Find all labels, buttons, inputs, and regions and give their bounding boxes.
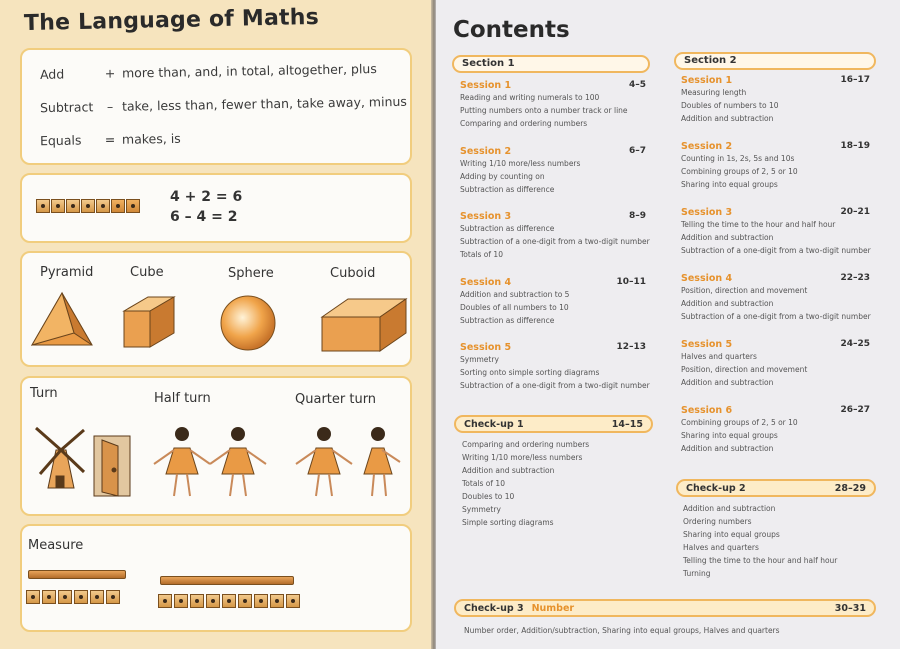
session-title: Session 6 bbox=[681, 405, 733, 416]
session-pages: 26–27 bbox=[840, 405, 870, 415]
measure-label: Measure bbox=[28, 538, 84, 553]
session-topic: Doubles of all numbers to 10 bbox=[460, 302, 569, 312]
session-title: Session 1 bbox=[681, 75, 733, 86]
session-title: Session 5 bbox=[681, 339, 733, 350]
session-topic: Subtraction of a one-digit from a two-digit number bbox=[681, 312, 871, 321]
vocab-row-subtract bbox=[40, 94, 407, 115]
shapes-illustration bbox=[22, 253, 410, 369]
checkup-1-header bbox=[454, 415, 653, 433]
checkup-badge: Number bbox=[531, 603, 575, 614]
session-title: Session 5 bbox=[460, 342, 512, 353]
session-topic: Subtraction as difference bbox=[460, 184, 555, 194]
checkup-2-header bbox=[676, 479, 876, 497]
session-topic: Addition and subtraction bbox=[681, 114, 774, 123]
checkup-topic: Telling the time to the hour and half hour bbox=[683, 556, 838, 565]
session-topic: Sorting onto simple sorting diagrams bbox=[460, 368, 600, 377]
cube-train-illustration bbox=[36, 197, 156, 217]
session-pages: 10–11 bbox=[616, 276, 646, 287]
checkup-topic: Ordering numbers bbox=[683, 517, 752, 526]
session-topic: Reading and writing numerals to 100 bbox=[460, 93, 600, 102]
checkup-topic: Sharing into equal groups bbox=[683, 530, 780, 539]
measure-panel bbox=[20, 524, 412, 632]
checkup-3-description: Number order, Addition/subtraction, Sharing into equal groups, Halves and quarters bbox=[464, 626, 780, 635]
contents-title: Contents bbox=[453, 17, 570, 43]
shape-label-cube: Cube bbox=[130, 265, 164, 280]
session-topic: Halves and quarters bbox=[681, 352, 757, 361]
checkup-topic: Doubles to 10 bbox=[462, 492, 515, 501]
session-topic: Subtraction of a one-digit from a two-digit number bbox=[681, 246, 871, 255]
session-topic: Combining groups of 2, 5 or 10 bbox=[681, 418, 798, 427]
session-topic: Sharing into equal groups bbox=[681, 180, 778, 189]
session-pages: 22–23 bbox=[840, 273, 870, 283]
checkup-topic: Totals of 10 bbox=[462, 479, 505, 488]
page-title: The Language of Maths bbox=[23, 4, 320, 37]
session-pages: 6–7 bbox=[628, 145, 646, 156]
equation-add: 4 + 2 = 6 bbox=[170, 189, 243, 205]
session-topic: Addition and subtraction bbox=[681, 233, 774, 242]
checkup-topic: Writing 1/10 more/less numbers bbox=[462, 453, 583, 462]
session-topic: Doubles of numbers to 10 bbox=[681, 101, 779, 110]
cube-icon bbox=[124, 297, 174, 347]
session-topic: Adding by counting on bbox=[460, 171, 545, 181]
section-1-header: Section 1 bbox=[452, 55, 650, 73]
session-title: Session 4 bbox=[681, 273, 733, 284]
checkup-pages: 30–31 bbox=[834, 603, 866, 614]
cuboid-icon bbox=[322, 299, 406, 351]
session-topic: Measuring length bbox=[681, 88, 747, 97]
session-topic: Comparing and ordering numbers bbox=[460, 119, 588, 128]
session-title: Session 3 bbox=[460, 211, 512, 222]
turn-label: Turn bbox=[30, 386, 58, 401]
section-2-header: Section 2 bbox=[674, 52, 876, 70]
session-title: Session 1 bbox=[460, 80, 512, 91]
vocab-words: more than, and, in total, altogether, plus bbox=[121, 61, 377, 81]
session-title: Session 2 bbox=[460, 145, 512, 157]
equations-panel bbox=[20, 173, 412, 243]
vocab-row-add bbox=[40, 61, 377, 82]
vocab-words: makes, is bbox=[121, 130, 181, 147]
session-pages: 16–17 bbox=[840, 75, 870, 85]
session-topic: Symmetry bbox=[460, 355, 499, 364]
session-topic: Subtraction of a one-digit from a two-digit number bbox=[460, 381, 650, 390]
checkup-topic: Comparing and ordering numbers bbox=[462, 440, 590, 449]
windmill-icon bbox=[36, 428, 84, 488]
session-topic: Telling the time to the hour and half hour bbox=[681, 220, 836, 229]
checkup-pages: 28–29 bbox=[834, 483, 866, 494]
session-pages: 8–9 bbox=[628, 211, 646, 221]
checkup-name: Check-up 1 bbox=[464, 419, 524, 430]
session-topic: Addition and subtraction bbox=[681, 299, 774, 308]
shapes-panel bbox=[20, 251, 412, 367]
session-topic: Sharing into equal groups bbox=[681, 431, 778, 440]
session-topic: Subtraction as difference bbox=[460, 224, 555, 233]
vocabulary-panel bbox=[20, 48, 412, 165]
shape-label-cuboid: Cuboid bbox=[330, 266, 376, 281]
session-topic: Counting in 1s, 2s, 5s and 10s bbox=[681, 154, 795, 163]
vocab-words: take, less than, fewer than, take away, minus bbox=[121, 93, 407, 114]
checkup-name: Check-up 2 bbox=[686, 483, 746, 494]
session-pages: 20–21 bbox=[840, 207, 870, 217]
checkup-topic: Halves and quarters bbox=[683, 543, 759, 552]
vocab-row-equals bbox=[40, 131, 181, 148]
checkup-topic: Turning bbox=[683, 569, 711, 578]
measure-illustration-long bbox=[158, 576, 318, 621]
vocab-label: Add bbox=[39, 66, 65, 82]
dancers-half-turn-icon bbox=[154, 427, 266, 496]
checkup-topic: Symmetry bbox=[462, 505, 501, 514]
session-pages: 18–19 bbox=[840, 141, 870, 151]
session-title: Session 3 bbox=[681, 207, 733, 218]
session-title: Session 4 bbox=[460, 276, 512, 288]
turns-panel bbox=[20, 376, 412, 516]
session-topic: Totals of 10 bbox=[460, 250, 503, 259]
session-topic: Addition and subtraction bbox=[681, 444, 774, 453]
checkup-topic: Simple sorting diagrams bbox=[462, 518, 554, 527]
sphere-icon bbox=[221, 296, 275, 350]
vocab-label: Equals bbox=[39, 132, 82, 149]
vocab-symbol: – bbox=[106, 98, 114, 115]
measure-illustration-short bbox=[26, 568, 136, 618]
session-topic: Subtraction of a one-digit from a two-digit number bbox=[460, 237, 650, 246]
right-page bbox=[436, 0, 900, 649]
vocab-symbol: + bbox=[104, 65, 116, 81]
pyramid-icon bbox=[32, 293, 92, 345]
checkup-topic: Addition and subtraction bbox=[683, 504, 776, 513]
left-page bbox=[0, 0, 432, 649]
session-pages: 12–13 bbox=[616, 342, 646, 352]
quarter-turn-label: Quarter turn bbox=[295, 392, 377, 407]
session-topic: Writing 1/10 more/less numbers bbox=[460, 158, 581, 168]
checkup-topic: Addition and subtraction bbox=[462, 466, 555, 475]
vocab-label: Subtract bbox=[39, 99, 94, 116]
session-topic: Position, direction and movement bbox=[681, 365, 808, 374]
session-pages: 4–5 bbox=[628, 80, 646, 90]
vocab-symbol: = bbox=[104, 131, 116, 148]
session-topic: Subtraction as difference bbox=[460, 315, 555, 325]
checkup-name: Check-up 3 bbox=[464, 603, 524, 614]
session-topic: Combining groups of 2, 5 or 10 bbox=[681, 167, 798, 176]
session-topic: Putting numbers onto a number track or line bbox=[460, 106, 628, 115]
session-topic: Addition and subtraction bbox=[681, 378, 774, 387]
shape-label-sphere: Sphere bbox=[228, 266, 274, 281]
equation-subtract: 6 – 4 = 2 bbox=[170, 209, 238, 225]
checkup-pages: 14–15 bbox=[611, 419, 643, 430]
shape-label-pyramid: Pyramid bbox=[40, 265, 94, 280]
half-turn-label: Half turn bbox=[154, 391, 211, 406]
session-topic: Addition and subtraction to 5 bbox=[460, 289, 570, 299]
dancers-quarter-turn-icon bbox=[296, 427, 400, 496]
session-title: Session 2 bbox=[681, 141, 733, 152]
session-topic: Position, direction and movement bbox=[681, 286, 808, 295]
session-pages: 24–25 bbox=[840, 339, 870, 349]
door-icon bbox=[94, 436, 130, 496]
turns-illustration bbox=[22, 378, 410, 514]
checkup-3-header bbox=[454, 599, 876, 617]
